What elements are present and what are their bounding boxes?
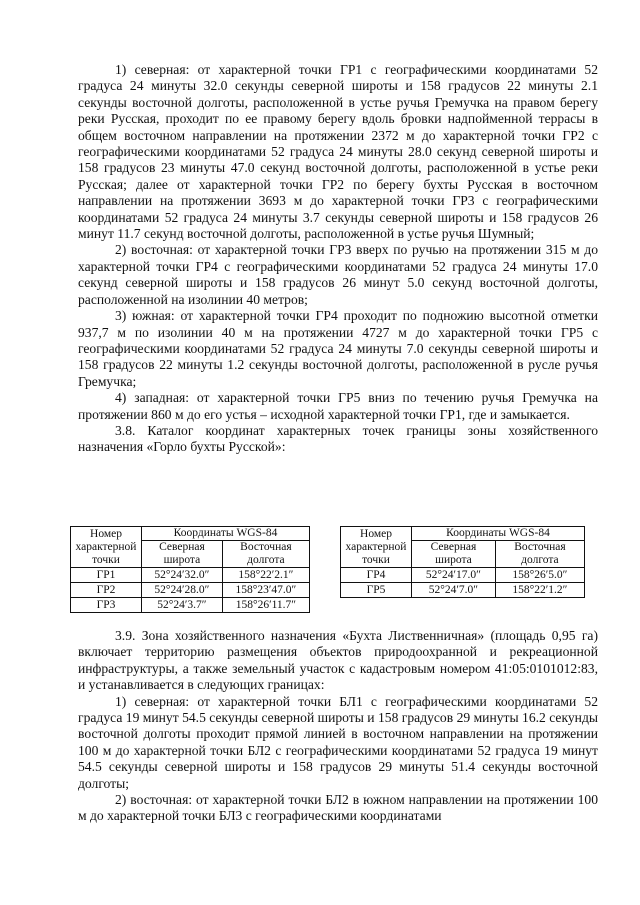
table-header-row	[71, 527, 310, 541]
header-north-latitude: Северная широта	[142, 541, 223, 568]
header-coordinates: Координаты WGS-84	[412, 527, 585, 541]
paragraph-south-boundary: 3) южная: от характерной точки ГР4 проходит по подножию высотной отметки 937,7 м по изолинии 40 м на протяжении 4727 м до характерной точки ГР5 с географическими координатами 52 градуса 24 минуты 7.0 секунды северной широты и 158 градусов 22 минуты 1.2 секунды восточной долготы, расположенной в русле ручья Гремучка;	[78, 308, 598, 389]
cell-point: ГР4	[341, 568, 412, 583]
text-block-top	[78, 62, 598, 456]
cell-latitude: 52°24′32.0″	[142, 568, 223, 583]
paragraph-zone-description: 3.9. Зона хозяйственного назначения «Бухта Лиственничная» (площадь 0,95 га) включает территорию размещения объектов природоохранной и рекреационной инфраструктуры, а также земельный участок с кадастровым номером 41:05:0101012:83, и устанавливается в следующих границах:	[78, 628, 598, 693]
cell-longitude: 158°22′2.1″	[222, 568, 309, 583]
paragraph-north-boundary: 1) северная: от характерной точки БЛ1 с географическими координатами 52 градуса 19 минут 54.5 секунды северной широты и 158 градусов 29 минуты 16.2 секунды восточной долготы проходит прямой линией в восточном направлении на протяжении 100 м до характерной точки БЛ2 с географическими координатами 52 градуса 19 минут 54.5 секунды северной широты и 158 градусов 29 минуты 51.4 секунды восточной долготы;	[78, 693, 598, 791]
cell-latitude: 52°24′7.0″	[412, 583, 496, 598]
paragraph-west-boundary: 4) западная: от характерной точки ГР5 вниз по течению ручья Гремучка на протяжении 860 м до его устья – исходной характерной точки ГР1, где и замыкается.	[78, 390, 598, 422]
cell-latitude: 52°24′28.0″	[142, 583, 223, 598]
cell-latitude: 52°24′17.0″	[412, 568, 496, 583]
cell-longitude: 158°22′1.2″	[495, 583, 584, 598]
paragraph-east-boundary: 2) восточная: от характерной точки ГР3 вверх по ручью на протяжении 315 м до характерной точки ГР4 с географическими координатами 52 градуса 24 минуты 17.0 секунд северной широты и 158 градусов 26 минут 5.0 секунд восточной долготы, расположенной на изолинии 40 метров;	[78, 242, 598, 307]
coordinates-table-right	[340, 526, 585, 598]
cell-latitude: 52°24′3.7″	[142, 598, 223, 613]
paragraph-north-boundary: 1) северная: от характерной точки ГР1 с географическими координатами 52 градуса 24 минуты 32.0 секунды северной широты и 158 градусов 22 минуты 2.1 секунды восточной долготы, расположенной в устье ручья Гремучка на правом берегу реки Русская, проходит по ее правому берегу вдоль бровки надпойменной террасы в общем восточном направлении на протяжении 2372 м до характерной точки ГР2 с географическими координатами 52 градуса 24 минуты 28.0 секунд северной широты и 158 градусов 23 минуты 47.0 секунд восточной долготы, расположенной в устье реки Русская; далее от характерной точки ГР2 по берегу бухты Русская в восточном направлении на протяжении 3693 м до характерной точки ГР3 с географическими координатами 52 градуса 24 минуты 3.7 секунды северной широты и 158 градусов 26 минут 11.7 секунд восточной долготы, расположенной в устье ручья Шумный;	[78, 62, 598, 242]
cell-point: ГР5	[341, 583, 412, 598]
table-row	[341, 568, 585, 583]
header-east-longitude: Восточная долгота	[495, 541, 584, 568]
header-coordinates: Координаты WGS-84	[142, 527, 310, 541]
table-row	[341, 583, 585, 598]
cell-point: ГР2	[71, 583, 142, 598]
cell-longitude: 158°26′5.0″	[495, 568, 584, 583]
table-row	[71, 583, 310, 598]
cell-longitude: 158°23′47.0″	[222, 583, 309, 598]
cell-point: ГР1	[71, 568, 142, 583]
table-row	[71, 598, 310, 613]
paragraph-east-boundary: 2) восточная: от характерной точки БЛ2 в южном направлении на протяжении 100 м до характерной точки БЛ3 с географическими координатами	[78, 792, 598, 824]
table-header-row	[341, 527, 585, 541]
cell-point: ГР3	[71, 598, 142, 613]
header-north-latitude: Северная широта	[412, 541, 496, 568]
table-row	[71, 568, 310, 583]
paragraph-catalog-heading: 3.8. Каталог координат характерных точек границы зоны хозяйственного назначения «Горло бухты Русской»:	[78, 422, 598, 455]
cell-longitude: 158°26′11.7″	[222, 598, 309, 613]
header-east-longitude: Восточная долгота	[222, 541, 309, 568]
text-block-bottom	[78, 628, 598, 825]
header-point-number: Номер характерной точки	[71, 527, 142, 568]
header-point-number: Номер характерной точки	[341, 527, 412, 568]
coordinates-table-left	[70, 526, 310, 613]
